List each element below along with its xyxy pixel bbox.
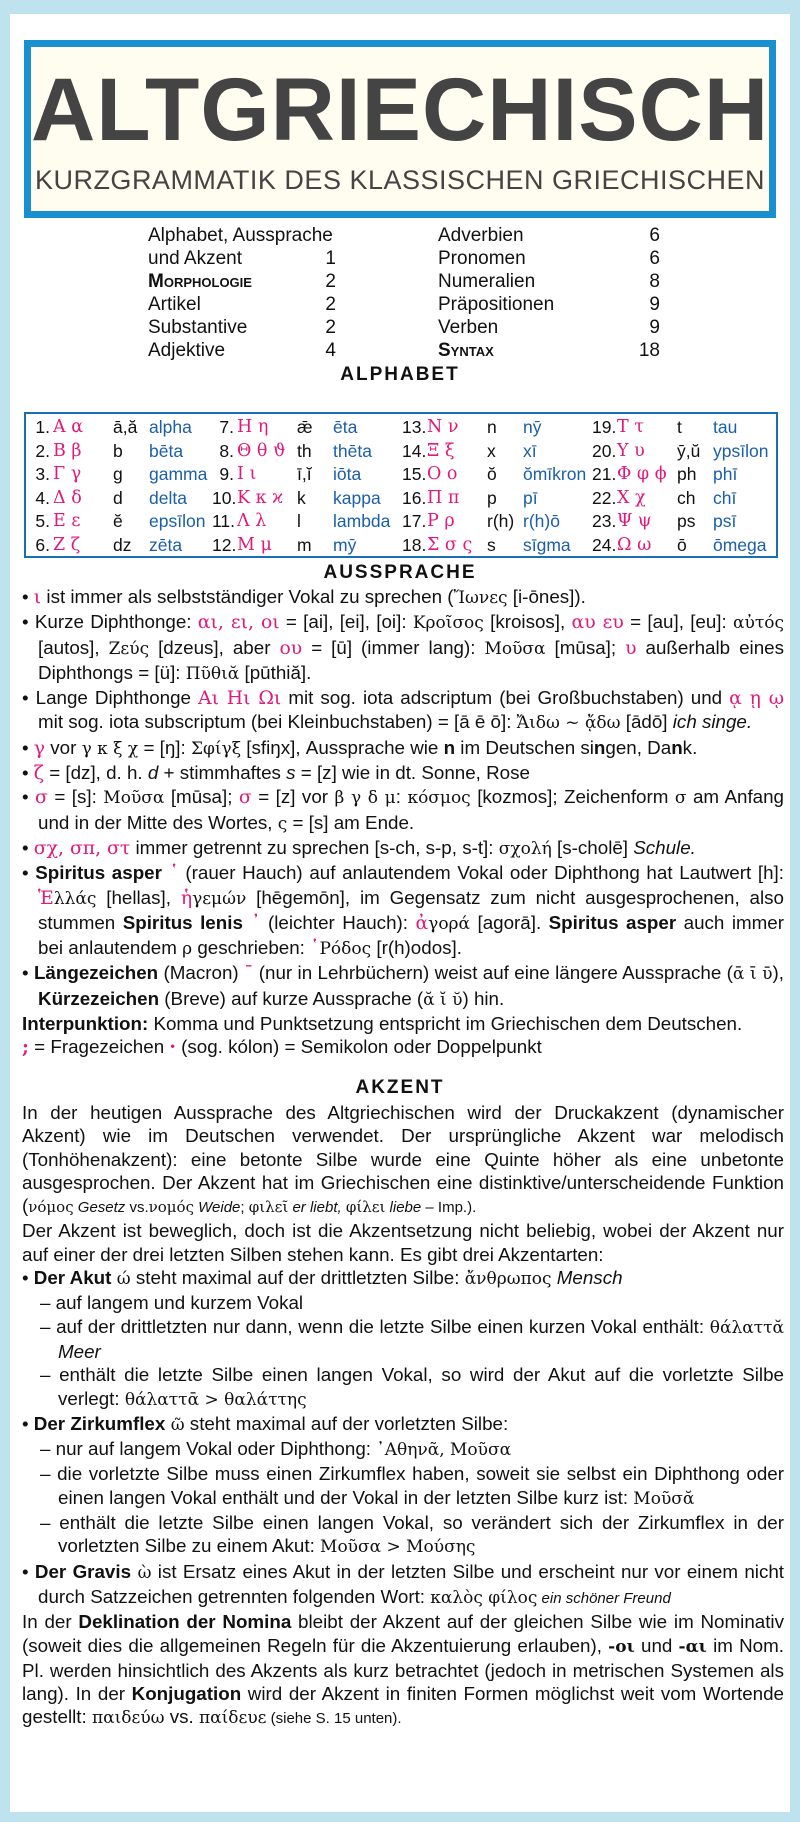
letter-name: gamma [149,464,208,484]
title-box [24,40,776,218]
letter-glyph: Μ μ [237,534,272,555]
letter-transliteration: g [113,464,123,484]
toc-entry-label: Pronomen [438,248,526,269]
letter-number: 9. [219,464,234,484]
toc-entry-label: Verben [438,317,499,338]
letter-transliteration: b [113,440,123,461]
letter-name: alpha [149,417,192,437]
alphabet-letter [28,534,207,558]
letter-transliteration: l [297,511,301,531]
list-item: • Der Akut ώ steht maximal auf der drittletzten Silbe: ἄνθρωπος Mensch [22,1267,623,1290]
letter-transliteration: ĕ [113,511,123,531]
list-item: – auf langem und kurzem Vokal [40,1292,304,1314]
letter-number: 21. [592,464,617,484]
letter-glyph: Τ τ [617,417,644,437]
letter-glyph: Ζ ζ [53,534,81,555]
alphabet-letter [212,416,390,440]
toc-entry [148,316,336,339]
letter-number: 2. [35,440,50,461]
letter-transliteration: r(h) [487,511,515,531]
letter-number: 12. [212,534,237,555]
toc-entry-label: Artikel [148,294,201,315]
letter-number: 1. [35,417,50,437]
letter-number: 4. [35,487,50,508]
alphabet-letter [212,440,390,464]
toc-entry-page: 9 [649,294,660,315]
alphabet-column [592,416,768,557]
letter-name: ōmega [713,534,767,555]
letter-name: tau [713,417,738,437]
list-item: – nur auf langem Vokal oder Diphthong: ᾿Αθηνᾶ, Μοῦσα [40,1438,512,1461]
aussprache-section [22,585,784,1060]
list-item: • Spiritus asper ῾ (rauer Hauch) auf anlautendem Vokal oder Diphthong hat Lautwert [h]: Ἑλλάς [hellas], ἡγεμών [hēgemōn], im Gegensatz zum nicht ausgesprochenen, also stummen Spiritus lenis ᾿ (leichter Hauch): ἀγορά [agorā]. Spiritus asper auch immer bei anlautendem ρ geschrieben: ῾Ρόδος [r(h)odos]. [22,862,785,960]
list-item: • Kurze Diphthonge: αι, ει, οι = [ai], [ei], [oi]: Κροῖσος [kroisos], αυ ευ = [au], [eu]: αὐτός [autos], Ζεύς [dzeus], aber ου = [ū] (immer lang): Μοῦσα [mūsa]; υ außerhalb eines Diphthongs = [ü]: Πῦθιᾰ [pūthiă]. [22,611,785,684]
toc-entry [148,224,336,247]
aussprache-heading: AUSSPRACHE [323,562,477,583]
letter-transliteration: m [297,534,312,555]
letter-number: 10. [212,487,237,508]
alphabet-letter [402,463,586,487]
letter-transliteration: ā,ă [113,417,138,437]
list-item: – enthält die letzte Silbe einen langen Vokal, so wird der Akut auf die vorletzte Silbe verlegt: θάλαττᾱ > θαλάττης [40,1364,784,1410]
letter-number: 8. [219,440,234,461]
letter-number: 6. [35,534,50,555]
letter-name: xī [523,440,537,461]
list-item: • ζ = [dz], d. h. d + stimmhaftes s = [z] wie in dt. Sonne, Rose [22,762,530,785]
toc-entry-page: 18 [638,340,660,361]
toc-entry-page: 6 [649,248,660,269]
alphabet-letter [402,510,586,534]
alphabet-letter [592,510,768,534]
alphabet-letter [402,534,586,558]
toc-entry [148,293,336,316]
letter-transliteration: ph [677,464,697,484]
alphabet-letter [592,440,768,464]
toc-entry [148,339,336,362]
list-item: • ι ist immer als selbstständiger Vokal zu sprechen (Ἴωνες [i-ōnes]). [22,586,586,608]
letter-name: iōta [333,464,362,484]
toc-entry-page: 2 [325,294,336,315]
letter-number: 24. [592,534,617,555]
list-item: • Der Gravis ὼ ist Ersatz eines Akut in der letzten Silbe und erscheint nur vor einem nicht durch Satzzeichen getrennten folgenden Wort: καλὸς φίλος ein schöner Freund [22,1560,784,1608]
letter-name: ŏmīkron [523,464,587,484]
letter-name: epsīlon [149,511,206,531]
letter-transliteration: ō [677,534,687,555]
alphabet-letter [592,416,768,440]
list-item: • σχ, σπ, στ immer getrennt zu sprechen [s-ch, s-p, s-t]: σχολή [s-cholē] Schule. [22,836,696,859]
letter-glyph: Ο ο [427,464,458,484]
letter-transliteration: n [487,417,497,437]
semicolon-note: ; = Fragezeichen · (sog. kólon) = Semikolon oder Doppelpunkt [22,1036,542,1059]
letter-glyph: Π π [427,487,460,508]
alphabet-column [402,416,586,557]
page [10,14,790,1812]
toc-entry [438,247,660,270]
letter-name: mӯ [333,534,357,555]
letter-glyph: Ι ι [237,464,257,484]
list-item: – enthält die letzte Silbe einen langen Vokal, so verändert sich der Zirkumflex in der vorletzten Silbe zu einem Akut: Μοῦσα > Μούσης [40,1512,784,1558]
page-subtitle: KURZGRAMMATIK DES KLASSISCHEN GRIECHISCHEN [34,165,766,195]
list-item: – die vorletzte Silbe muss einen Zirkumflex haben, soweit sie selbst ein Diphthong oder einen langen Vokal enthält und der Vokal in der letzten Silbe kurz ist: Μοῦσᾰ [40,1463,784,1509]
list-item: • Der Zirkumflex ῶ steht maximal auf der vorletzten Silbe: [22,1412,509,1435]
letter-transliteration: th [297,440,312,461]
letter-name: bēta [149,440,184,461]
toc-entry-label: Syntax [438,340,494,361]
letter-number: 5. [35,511,50,531]
toc-entry-page: 9 [649,317,660,338]
letter-transliteration: ps [677,511,696,531]
list-item: • γ vor γ κ ξ χ = [ŋ]: Σφίγξ [sfiŋx], Aussprache wie n im Deutschen singen, Dank. [22,736,698,759]
letter-transliteration: p [487,487,497,508]
alphabet-table [24,412,778,558]
letter-name: pī [523,487,538,508]
list-item: – auf der drittletzten nur dann, wenn die letzte Silbe einen kurzen Vokal enthält: θάλαττᾰ Meer [40,1315,784,1362]
letter-name: psī [713,511,737,531]
letter-name: lambda [333,511,391,531]
toc-entry-label: Adverbien [438,225,524,246]
letter-name: thēta [333,440,372,461]
letter-name: phī [713,464,738,484]
letter-transliteration: ŏ [487,464,497,484]
toc-entry-page: 1 [325,248,336,269]
alphabet-letter [402,487,586,511]
alphabet-letter [28,416,207,440]
letter-transliteration: x [487,440,496,461]
toc-entry-page: 2 [325,317,336,338]
letter-name: kappa [333,487,381,508]
alphabet-letter [212,534,390,558]
letter-name: zēta [149,534,183,555]
toc-entry-label: Substantive [148,317,248,338]
letter-glyph: Ε ε [53,511,81,531]
letter-number: 15. [402,464,427,484]
alphabet-letter [28,440,207,464]
letter-number: 23. [592,511,617,531]
alphabet-letter [592,463,768,487]
letter-transliteration: dz [113,534,132,555]
letter-number: 19. [592,417,617,437]
letter-glyph: Χ χ [617,487,646,508]
alphabet-letter [402,440,586,464]
toc-entry [438,339,660,362]
letter-number: 7. [219,417,234,437]
letter-number: 3. [35,464,50,484]
letter-number: 22. [592,487,617,508]
toc-entry [148,270,336,293]
toc-entry [438,316,660,339]
letter-transliteration: ǣ [297,417,313,437]
toc-entry-label: und Akzent [148,248,243,269]
toc-right [438,224,660,362]
letter-name: nӯ [523,417,542,437]
list-item: • σ = [s]: Μοῦσα [mūsa]; σ = [z] vor β γ δ μ: κόσμος [kozmos]; Zeichenform σ am Anfang und in der Mitte des Wortes, ς = [s] am Ende. [22,786,785,834]
letter-number: 14. [402,440,427,461]
letter-name: r(h)ō [523,511,560,531]
toc-entry-label: Numeralien [438,271,536,292]
akzent-section [22,1101,784,1731]
letter-glyph: Α α [53,417,84,437]
letter-number: 20. [592,440,617,461]
alphabet-letter [402,416,586,440]
letter-name: ēta [333,417,358,437]
letter-transliteration: ch [677,487,696,508]
akzent-paragraph: In der Deklination der Nomina bleibt der Akzent auf der gleichen Silbe wie im Nominativ (soweit dies die allgemeinen Regeln für die Akzentuierung erlauben), -οι und -αι im Nom. Pl. werden hinsichtlich des Akzents als kurz betrachtet (jedoch in metrischen Systemen als lang). In der Konjugation wird der Akzent in finiten Formen möglichst weit vom Wortende gestellt: παιδεύω vs. παίδευε (siehe S. 15 unten). [22,1611,785,1729]
letter-name: chī [713,487,737,508]
letter-glyph: Ω ω [617,534,652,555]
toc-entry [148,247,336,270]
alphabet-letter [592,534,768,558]
alphabet-heading: ALPHABET [340,364,460,385]
letter-transliteration: ī,ĭ [297,464,312,484]
letter-glyph: Γ γ [53,464,82,484]
letter-number: 11. [212,511,236,531]
letter-glyph: Ξ ξ [427,440,455,461]
alphabet-letter [28,487,207,511]
letter-glyph: Υ υ [617,440,645,461]
letter-glyph: Φ φ ϕ [617,464,667,484]
letter-name: ypsīlon [713,440,769,461]
letter-glyph: Ν ν [427,417,459,437]
letter-number: 18. [402,534,427,555]
toc-entry-page: 6 [649,225,660,246]
interpunktion-note: Interpunktion: Komma und Punktsetzung entspricht im Griechischen dem Deutschen. [22,1013,743,1035]
letter-glyph: Δ δ [53,487,82,508]
letter-glyph: Ψ ψ [617,511,652,531]
letter-name: sīgma [523,534,571,555]
akzent-paragraph: In der heutigen Aussprache des Altgriechischen wird der Druckakzent (dynamischer Akzent) wie im Deutschen verwendet. Der ursprüngliche Akzent war melodisch (Tonhöhenakzent): eine betonte Silbe wurde eine Quinte höher als eine unbetonte ausgesprochen. Der Akzent hat im Griechischen eine distinktive/unterscheidende Funktion (νόμος Gesetz vs.νομός Weide; φιλεῖ er liebt, φίλει liebe – Imp.). [22,1102,784,1217]
letter-transliteration: t [677,417,682,437]
letter-number: 16. [402,487,427,508]
toc-entry-label: Adjektive [148,340,226,361]
toc-entry-page: 2 [325,271,336,292]
toc-entry-label: Morphologie [148,271,252,292]
letter-glyph: Η η [237,417,269,437]
akzent-heading: AKZENT [355,1077,445,1098]
letter-glyph: Σ σ ς [427,534,473,555]
alphabet-letter [592,487,768,511]
alphabet-column [28,416,207,557]
letter-glyph: Λ λ [237,511,267,531]
toc-entry-page: 8 [649,271,660,292]
alphabet-column [212,416,390,557]
letter-number: 17. [402,511,427,531]
alphabet-letter [28,463,207,487]
toc-entry [438,270,660,293]
akzent-paragraph: Der Akzent ist beweglich, doch ist die Akzentsetzung nicht beliebig, wobei der Akzent nur auf einer der drei letzten Silben stehen kann. Es gibt drei Akzentarten: [22,1220,784,1265]
alphabet-letter [212,463,390,487]
letter-transliteration: ӯ,ŭ [677,440,701,461]
letter-transliteration: k [297,487,306,508]
letter-transliteration: d [113,487,123,508]
toc-entry [438,293,660,316]
alphabet-letter [212,487,390,511]
alphabet-letter [28,510,207,534]
toc-entry [438,224,660,247]
letter-glyph: Ρ ρ [427,511,455,531]
letter-glyph: Θ θ ϑ [237,440,286,461]
letter-glyph: Β β [53,440,82,461]
toc-entry-label: Alphabet, Aussprache [148,225,333,246]
toc-entry-label: Präpositionen [438,294,555,315]
page-title: ALTGRIECHISCH [31,59,770,159]
toc-left [148,224,336,362]
alphabet-letter [212,510,390,534]
list-item: • Lange Diphthonge Αι Ηι Ωι mit sog. iota adscriptum (bei Großbuchstaben) und ᾳ ῃ ῳ mit sog. iota subscriptum (bei Kleinbuchstaben) = [ā ē ō]: Ἄιδω ~ ᾄδω [ādō] ich singe. [22,687,785,734]
letter-name: delta [149,487,187,508]
letter-transliteration: s [487,534,496,555]
list-item: • Längezeichen (Macron) ¯ (nur in Lehrbüchern) weist auf eine längere Aussprache (ᾱ ῑ ῡ), Kürzezeichen (Breve) auf kurze Aussprache (ᾰ ῐ ῠ) hin. [22,962,784,1010]
letter-glyph: Κ κ ϰ [237,487,284,508]
letter-number: 13. [402,417,427,437]
toc-entry-page: 4 [325,340,336,361]
